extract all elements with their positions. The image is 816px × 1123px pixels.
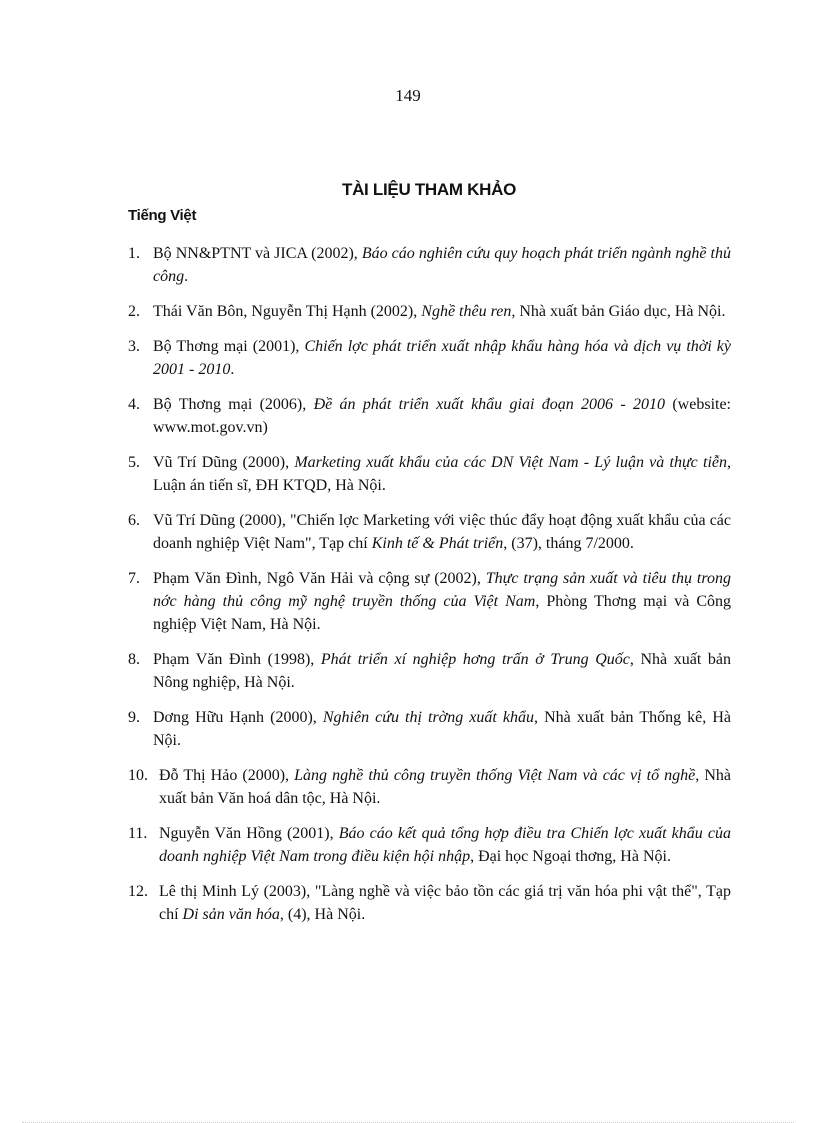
reference-text: Bộ NN&PTNT và JICA (2002), [153, 245, 362, 262]
reference-item [128, 880, 731, 926]
reference-text: Vũ Trí Dũng (2000), "Chiến lợc Marketing với việc thúc đẩy hoạt động xuất khẩu của các doanh nghiệp Việt Nam", Tạp chí [153, 512, 731, 552]
reference-text: Nguyễn Văn Hồng (2001), [159, 825, 339, 842]
reference-text: Lê thị Minh Lý (2003), "Làng nghề và việc bảo tồn các giá trị văn hóa phi vật thể", Tạp chí [159, 883, 731, 923]
reference-number: 10. [128, 767, 148, 784]
reference-item [128, 242, 731, 288]
reference-text: , (37), tháng 7/2000. [503, 535, 634, 552]
reference-text: Phạm Văn Đình, Ngô Văn Hải và cộng sự (2002), [153, 570, 486, 587]
reference-item [128, 764, 731, 810]
reference-item [128, 451, 731, 497]
reference-text: Phạm Văn Đình (1998), [153, 651, 321, 668]
reference-number: 6. [128, 512, 140, 529]
reference-title: Đề án phát triển xuất khẩu giai đoạn 2006 - 2010 [313, 396, 666, 413]
reference-text: . [184, 268, 189, 285]
reference-text: , Đại học Ngoại thơng, Hà Nội. [470, 848, 671, 865]
reference-item [128, 648, 731, 694]
reference-item [128, 567, 731, 636]
reference-title: Thực trạng sản xuất và tiêu thụ trong nớc hàng thủ công mỹ nghệ truyền thống của Việt Nam [153, 570, 731, 610]
reference-list [128, 242, 731, 938]
reference-number: 4. [128, 396, 140, 413]
page-number: 149 [395, 86, 421, 105]
reference-item [128, 393, 731, 439]
reference-text: Thái Văn Bôn, Nguyễn Thị Hạnh (2002), [153, 303, 422, 320]
reference-text: Đỗ Thị Hảo (2000), [159, 767, 295, 784]
reference-number: 7. [128, 570, 140, 587]
reference-item [128, 335, 731, 381]
page-title: TÀI LIỆU THAM KHẢO [341, 180, 517, 199]
reference-title: Kinh tế & Phát triển [371, 535, 504, 552]
reference-item [128, 706, 731, 752]
reference-number: 8. [128, 651, 140, 668]
reference-title: Nghiên cứu thị trờng xuất khẩu [322, 709, 535, 726]
reference-text: , Nhà xuất bản Văn hoá dân tộc, Hà Nội. [159, 767, 732, 807]
reference-item [128, 822, 731, 868]
reference-text: Dơng Hữu Hạnh (2000), [153, 709, 323, 726]
reference-text: Nhà xuất bản Giáo dục, Hà Nội. [515, 303, 726, 320]
reference-title: Phát triển xí nghiệp hơng trấn ở Trung Quốc [320, 651, 630, 668]
reference-title: Làng nghề thủ công truyền thống Việt Nam và các vị tổ nghề [294, 767, 696, 784]
reference-title: Nghề thêu ren, [421, 303, 516, 320]
reference-text: Vũ Trí Dũng (2000), [153, 454, 295, 471]
reference-number: 2. [128, 303, 140, 320]
reference-number: 5. [128, 454, 140, 471]
reference-number: 1. [128, 245, 140, 262]
reference-text: Bộ Thơng mại (2006), [153, 396, 314, 413]
reference-title: Di sản văn hóa [182, 906, 280, 923]
reference-text: (website: www.mot.gov.vn) [153, 396, 732, 436]
reference-text: , Phòng Thơng mại và Công nghiệp Việt Nam, Hà Nội. [153, 593, 732, 633]
reference-title: Marketing xuất khẩu của các DN Việt Nam - Lý luận và thực tiễn [294, 454, 727, 471]
reference-title: Báo cáo kết quả tổng hợp điều tra Chiến lợc xuất khẩu của doanh nghiệp Việt Nam trong điều kiện hội nhập [159, 825, 732, 865]
reference-number: 3. [128, 338, 140, 355]
reference-number: 9. [128, 709, 140, 726]
reference-text: , Nhà xuất bản Nông nghiệp, Hà Nội. [153, 651, 732, 691]
section-heading: Tiếng Việt [128, 207, 197, 224]
reference-text: . [230, 361, 235, 378]
reference-number: 12. [128, 883, 148, 900]
reference-item [128, 300, 731, 323]
reference-title: Chiến lợc phát triển xuất nhập khẩu hàng hóa và dịch vụ thời kỳ 2001 - 2010 [153, 338, 732, 378]
reference-text: , (4), Hà Nội. [279, 906, 366, 923]
reference-text: , Luận án tiến sĩ, ĐH KTQD, Hà Nội. [153, 454, 731, 494]
reference-number: 11. [128, 825, 148, 842]
reference-title: Báo cáo nghiên cứu quy hoạch phát triển ngành nghề thủ công [153, 245, 731, 285]
reference-text: , Nhà xuất bản Thống kê, Hà Nội. [153, 709, 732, 749]
reference-text: Bộ Thơng mại (2001), [153, 338, 305, 355]
reference-item [128, 509, 731, 555]
